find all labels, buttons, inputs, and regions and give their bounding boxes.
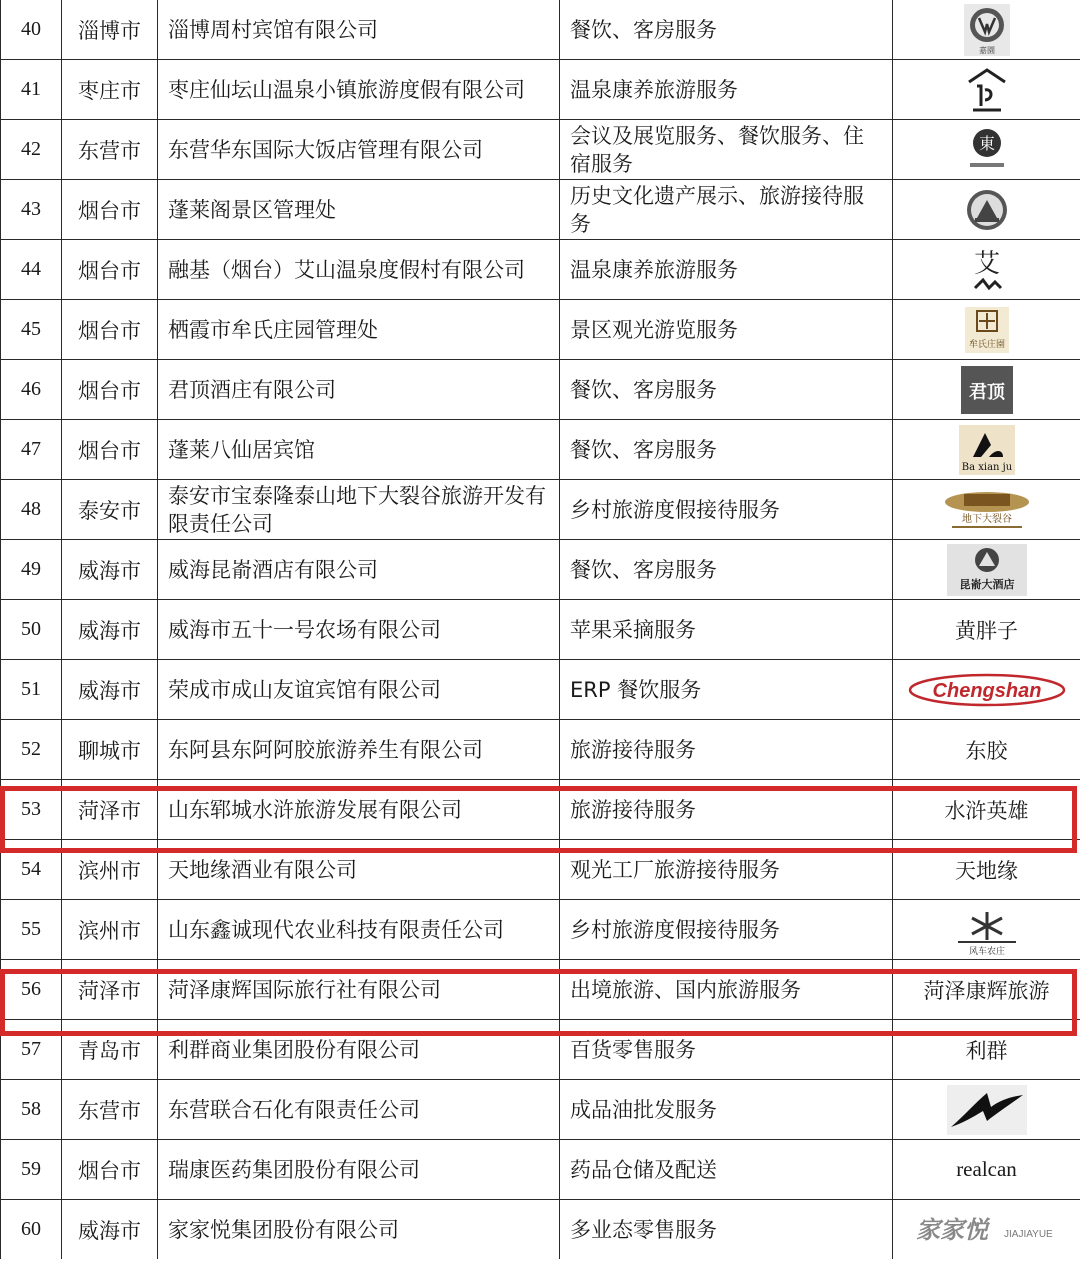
logo-jiajiayue (912, 1212, 1062, 1248)
table-row (1, 660, 1080, 720)
table-row (1, 360, 1080, 420)
svg-text:東: 東 (978, 133, 995, 153)
row-brand-logo (893, 480, 1080, 540)
row-number: 56 (1, 960, 62, 1020)
row-company: 瑞康医药集团股份有限公司 (158, 1140, 560, 1200)
table-row (1, 1200, 1080, 1260)
table-row (1, 180, 1080, 240)
row-city: 威海市 (62, 540, 158, 600)
row-service: 旅游接待服务 (560, 720, 893, 780)
row-city: 菏泽市 (62, 780, 158, 840)
row-city: 滨州市 (62, 900, 158, 960)
row-service: 景区观光游览服务 (560, 300, 893, 360)
row-service: 会议及展览服务、餐饮服务、住宿服务 (560, 120, 893, 180)
brand-table-body (1, 0, 1080, 1259)
svg-text:JIAJIAYUE: JIAJIAYUE (1003, 1228, 1053, 1240)
row-company: 利群商业集团股份有限公司 (158, 1020, 560, 1080)
row-brand-logo (893, 300, 1080, 360)
table-row (1, 0, 1080, 60)
row-service: 成品油批发服务 (560, 1080, 893, 1140)
row-brand-logo (893, 120, 1080, 180)
row-number: 55 (1, 900, 62, 960)
row-service: 多业态零售服务 (560, 1200, 893, 1260)
row-company: 蓬莱八仙居宾馆 (158, 420, 560, 480)
table-row (1, 780, 1080, 840)
row-number: 40 (1, 0, 62, 60)
logo-lianhe (947, 1085, 1027, 1135)
logo-huadong (962, 125, 1012, 175)
logo-aishan (967, 244, 1007, 296)
row-brand-logo (893, 1080, 1080, 1140)
table-row (1, 300, 1080, 360)
row-brand-mark: 东胶 (893, 720, 1080, 780)
logo-moushi (965, 307, 1009, 353)
row-city: 青岛市 (62, 1020, 158, 1080)
row-number: 41 (1, 60, 62, 120)
row-company: 栖霞市牟氏庄园管理处 (158, 300, 560, 360)
row-service: 旅游接待服务 (560, 780, 893, 840)
row-service: 温泉康养旅游服务 (560, 240, 893, 300)
row-city: 烟台市 (62, 1140, 158, 1200)
row-service: ERP 餐饮服务 (560, 660, 893, 720)
row-brand-mark: 天地缘 (893, 840, 1080, 900)
row-brand-logo (893, 0, 1080, 60)
table-row (1, 900, 1080, 960)
row-brand-logo (893, 900, 1080, 960)
row-city: 淄博市 (62, 0, 158, 60)
row-number: 53 (1, 780, 62, 840)
row-service: 苹果采摘服务 (560, 600, 893, 660)
row-city: 烟台市 (62, 420, 158, 480)
row-brand-logo (893, 180, 1080, 240)
logo-kunyu (947, 544, 1027, 596)
row-company: 融基（烟台）艾山温泉度假村有限公司 (158, 240, 560, 300)
row-number: 58 (1, 1080, 62, 1140)
row-service: 药品仓储及配送 (560, 1140, 893, 1200)
row-company: 东阿县东阿阿胶旅游养生有限公司 (158, 720, 560, 780)
table-row (1, 120, 1080, 180)
row-city: 菏泽市 (62, 960, 158, 1020)
row-service: 餐饮、客房服务 (560, 420, 893, 480)
row-company: 泰安市宝泰隆泰山地下大裂谷旅游开发有限责任公司 (158, 480, 560, 540)
row-number: 49 (1, 540, 62, 600)
row-company: 枣庄仙坛山温泉小镇旅游度假有限公司 (158, 60, 560, 120)
row-service: 餐饮、客房服务 (560, 0, 893, 60)
logo-junding (961, 366, 1013, 414)
row-company: 蓬莱阁景区管理处 (158, 180, 560, 240)
row-number: 52 (1, 720, 62, 780)
row-company: 淄博周村宾馆有限公司 (158, 0, 560, 60)
row-brand-mark: 菏泽康辉旅游 (893, 960, 1080, 1020)
table-row (1, 1080, 1080, 1140)
row-service: 观光工厂旅游接待服务 (560, 840, 893, 900)
row-brand-mark: 黄胖子 (893, 600, 1080, 660)
row-number: 43 (1, 180, 62, 240)
table-row (1, 1140, 1080, 1200)
row-number: 51 (1, 660, 62, 720)
logo-xiantan (963, 66, 1011, 114)
row-brand-logo (893, 1200, 1080, 1260)
svg-text:地下大裂谷: 地下大裂谷 (961, 513, 1012, 525)
row-city: 烟台市 (62, 300, 158, 360)
svg-text:艾: 艾 (973, 248, 1000, 279)
row-company: 菏泽康辉国际旅行社有限公司 (158, 960, 560, 1020)
row-city: 东营市 (62, 120, 158, 180)
row-company: 荣成市成山友谊宾馆有限公司 (158, 660, 560, 720)
row-company: 东营联合石化有限责任公司 (158, 1080, 560, 1140)
row-number: 50 (1, 600, 62, 660)
row-brand-mark: realcan (893, 1140, 1080, 1200)
row-company: 东营华东国际大饭店管理有限公司 (158, 120, 560, 180)
row-company: 天地缘酒业有限公司 (158, 840, 560, 900)
svg-text:Ba xian ju: Ba xian ju (961, 461, 1012, 473)
row-city: 滨州市 (62, 840, 158, 900)
logo-zhoucun (964, 4, 1010, 56)
row-service: 历史文化遗产展示、旅游接待服务 (560, 180, 893, 240)
row-brand-logo (893, 540, 1080, 600)
table-row (1, 960, 1080, 1020)
row-service: 出境旅游、国内旅游服务 (560, 960, 893, 1020)
row-brand-logo (893, 240, 1080, 300)
row-number: 57 (1, 1020, 62, 1080)
svg-text:Chengshan: Chengshan (932, 679, 1041, 702)
row-company: 君顶酒庄有限公司 (158, 360, 560, 420)
row-number: 42 (1, 120, 62, 180)
row-brand-logo (893, 660, 1080, 720)
table-row (1, 840, 1080, 900)
row-city: 烟台市 (62, 360, 158, 420)
row-company: 威海昆嵛酒店有限公司 (158, 540, 560, 600)
row-number: 59 (1, 1140, 62, 1200)
table-row (1, 720, 1080, 780)
row-company: 威海市五十一号农场有限公司 (158, 600, 560, 660)
table-row (1, 1020, 1080, 1080)
row-number: 46 (1, 360, 62, 420)
row-company: 山东郓城水浒旅游发展有限公司 (158, 780, 560, 840)
row-brand-logo (893, 420, 1080, 480)
table-row (1, 600, 1080, 660)
row-city: 泰安市 (62, 480, 158, 540)
row-brand-mark: 利群 (893, 1020, 1080, 1080)
svg-text:家家悦: 家家悦 (915, 1214, 988, 1244)
row-city: 威海市 (62, 1200, 158, 1260)
row-brand-logo (893, 360, 1080, 420)
row-city: 聊城市 (62, 720, 158, 780)
logo-daliegu (942, 488, 1032, 532)
row-city: 东营市 (62, 1080, 158, 1140)
svg-text:君顶: 君顶 (968, 381, 1005, 403)
row-service: 乡村旅游度假接待服务 (560, 480, 893, 540)
row-city: 枣庄市 (62, 60, 158, 120)
row-service: 餐饮、客房服务 (560, 540, 893, 600)
logo-penglaige (965, 188, 1009, 232)
row-brand-logo (893, 60, 1080, 120)
table-row (1, 60, 1080, 120)
svg-text:嘉園: 嘉園 (978, 45, 995, 55)
row-company: 家家悦集团股份有限公司 (158, 1200, 560, 1260)
table-row (1, 420, 1080, 480)
row-city: 威海市 (62, 600, 158, 660)
row-brand-mark: 水浒英雄 (893, 780, 1080, 840)
table-row (1, 240, 1080, 300)
table-row (1, 540, 1080, 600)
row-service: 乡村旅游度假接待服务 (560, 900, 893, 960)
row-number: 54 (1, 840, 62, 900)
row-number: 44 (1, 240, 62, 300)
row-service: 餐饮、客房服务 (560, 360, 893, 420)
row-company: 山东鑫诚现代农业科技有限责任公司 (158, 900, 560, 960)
svg-text:风车农庄: 风车农庄 (968, 946, 1005, 956)
row-city: 烟台市 (62, 240, 158, 300)
row-service: 百货零售服务 (560, 1020, 893, 1080)
table-row (1, 480, 1080, 540)
row-number: 48 (1, 480, 62, 540)
svg-text:昆嵛大酒店: 昆嵛大酒店 (959, 577, 1014, 591)
logo-fengche (952, 904, 1022, 956)
row-service: 温泉康养旅游服务 (560, 60, 893, 120)
row-number: 47 (1, 420, 62, 480)
row-number: 60 (1, 1200, 62, 1260)
svg-text:牟氏庄園: 牟氏庄園 (968, 339, 1005, 350)
logo-chengshan (907, 670, 1067, 710)
row-city: 烟台市 (62, 180, 158, 240)
row-city: 威海市 (62, 660, 158, 720)
logo-baxianju (959, 425, 1015, 475)
row-number: 45 (1, 300, 62, 360)
